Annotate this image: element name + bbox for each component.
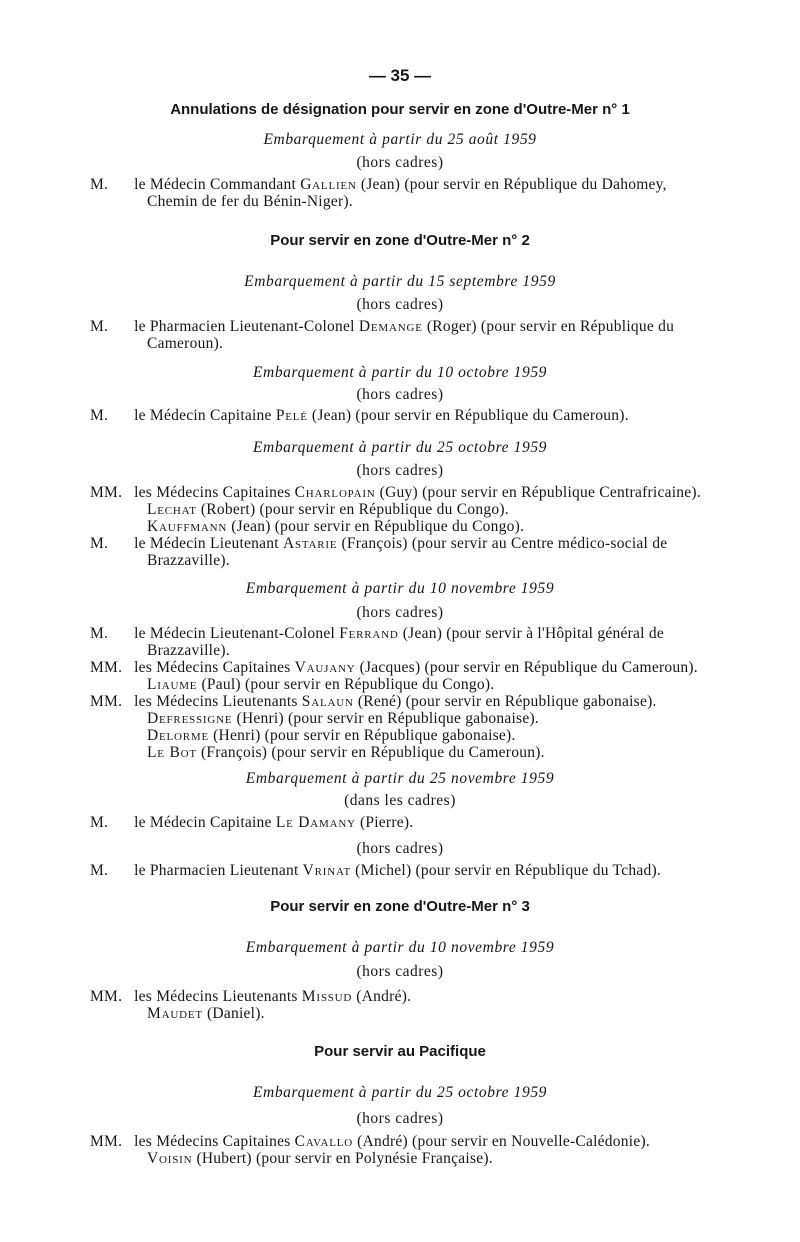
- embarquement-heading: Embarquement à partir du 10 octobre 1959: [252, 364, 548, 381]
- officer-name: Delorme: [147, 727, 210, 744]
- officer-name: Voisin: [147, 1150, 193, 1167]
- officer-name: Gallien: [300, 176, 357, 193]
- cadres-note: (hors cadres): [356, 963, 444, 980]
- officer-name: Liaume: [147, 676, 198, 693]
- officer-name: Ferrand: [339, 625, 399, 642]
- officer-name: Cavallo: [294, 1133, 353, 1150]
- zone2-title: Pour servir en zone d'Outre-Mer n° 2: [270, 232, 530, 249]
- page-number: — 35 —: [368, 66, 432, 85]
- officer-name: Missud: [301, 988, 353, 1005]
- embarquement-heading: Embarquement à partir du 25 octobre 1959: [252, 439, 548, 456]
- pacifique-title: Pour servir au Pacifique: [314, 1043, 486, 1060]
- officer-name: Le Bot: [147, 744, 197, 761]
- assignment-entry: MM. les Médecins Lieutenants Missud (André). Maudet (Daniel).: [90, 988, 412, 1022]
- assignment-entry: MM. les Médecins Capitaines Vaujany (Jacques) (pour servir en République du Cameroun). Liaume (Paul) (pour servir en République du Congo).: [90, 659, 698, 693]
- cadres-note: (hors cadres): [356, 154, 444, 171]
- zone3-title: Pour servir en zone d'Outre-Mer n° 3: [270, 898, 530, 915]
- officer-name: Kauffmann: [147, 518, 228, 535]
- annulations-title: Annulations de désignation pour servir en zone d'Outre-Mer n° 1: [170, 101, 630, 118]
- embarquement-heading: Embarquement à partir du 15 septembre 1959: [244, 273, 556, 290]
- assignment-entry: M. le Pharmacien Lieutenant Vrinat (Michel) (pour servir en République du Tchad).: [90, 862, 661, 879]
- cadres-note: (hors cadres): [356, 462, 444, 479]
- officer-name: Vaujany: [294, 659, 356, 676]
- entry-prefix: M.: [90, 176, 109, 193]
- assignment-entry: MM. les Médecins Capitaines Charlopain (Guy) (pour servir en République Centrafricaine). Lechat (Robert) (pour servir en République du Congo). Kauffmann (Jean) (pour servir en République du Congo).: [90, 484, 701, 535]
- assignment-entry: M. le Médecin Capitaine Pelé (Jean) (pour servir en République du Cameroun).: [90, 407, 629, 424]
- assignment-entry: M. le Pharmacien Lieutenant-Colonel Demange (Roger) (pour servir en République du Cameroun).: [90, 318, 675, 352]
- embarquement-heading: Embarquement à partir du 25 novembre 1959: [245, 770, 555, 787]
- officer-name: Le Damany: [275, 814, 356, 831]
- assignment-entry: MM. les Médecins Capitaines Cavallo (André) (pour servir en Nouvelle-Calédonie). Voisin (Hubert) (pour servir en Polynésie Française).: [90, 1133, 651, 1167]
- cadres-note: (hors cadres): [356, 840, 444, 857]
- officer-name: Astarie: [282, 535, 338, 552]
- assignment-entry: M. le Médecin Lieutenant Astarie (François) (pour servir au Centre médico-social de Brazzaville).: [90, 535, 668, 569]
- embarquement-heading: Embarquement à partir du 10 novembre 1959: [245, 939, 555, 956]
- officer-name: Defressigne: [147, 710, 233, 727]
- assignment-entry: M. le Médecin Capitaine Le Damany (Pierre).: [90, 814, 414, 831]
- officer-name: Maudet: [147, 1005, 203, 1022]
- assignment-entry: M. le Médecin Lieutenant-Colonel Ferrand (Jean) (pour servir à l'Hôpital général de Brazzaville).: [90, 625, 664, 659]
- cadres-note: (dans les cadres): [344, 792, 456, 809]
- officer-name: Salaun: [301, 693, 354, 710]
- officer-name: Vrinat: [302, 862, 352, 879]
- cadres-note: (hors cadres): [356, 386, 444, 403]
- officer-name: Lechat: [147, 501, 197, 518]
- cadres-note: (hors cadres): [356, 1110, 444, 1127]
- embarquement-heading: Embarquement à partir du 10 novembre 1959: [245, 580, 555, 597]
- embarquement-heading: Embarquement à partir du 25 août 1959: [263, 131, 537, 148]
- cadres-note: (hors cadres): [356, 604, 444, 621]
- embarquement-heading: Embarquement à partir du 25 octobre 1959: [252, 1084, 548, 1101]
- cadres-note: (hors cadres): [356, 296, 444, 313]
- assignment-entry: M. le Médecin Commandant Gallien (Jean) (pour servir en République du Dahomey, Chemin de fer du Bénin-Niger).: [90, 176, 667, 210]
- assignment-entry: MM. les Médecins Lieutenants Salaun (René) (pour servir en République gabonaise). Defressigne (Henri) (pour servir en République gabonaise). Delorme (Henri) (pour servir en République gabonaise). Le Bot (François) (pour servir en République du Cameroun).: [90, 693, 657, 761]
- officer-name: Pelé: [275, 407, 308, 424]
- officer-name: Charlopain: [294, 484, 376, 501]
- officer-name: Demange: [358, 318, 423, 335]
